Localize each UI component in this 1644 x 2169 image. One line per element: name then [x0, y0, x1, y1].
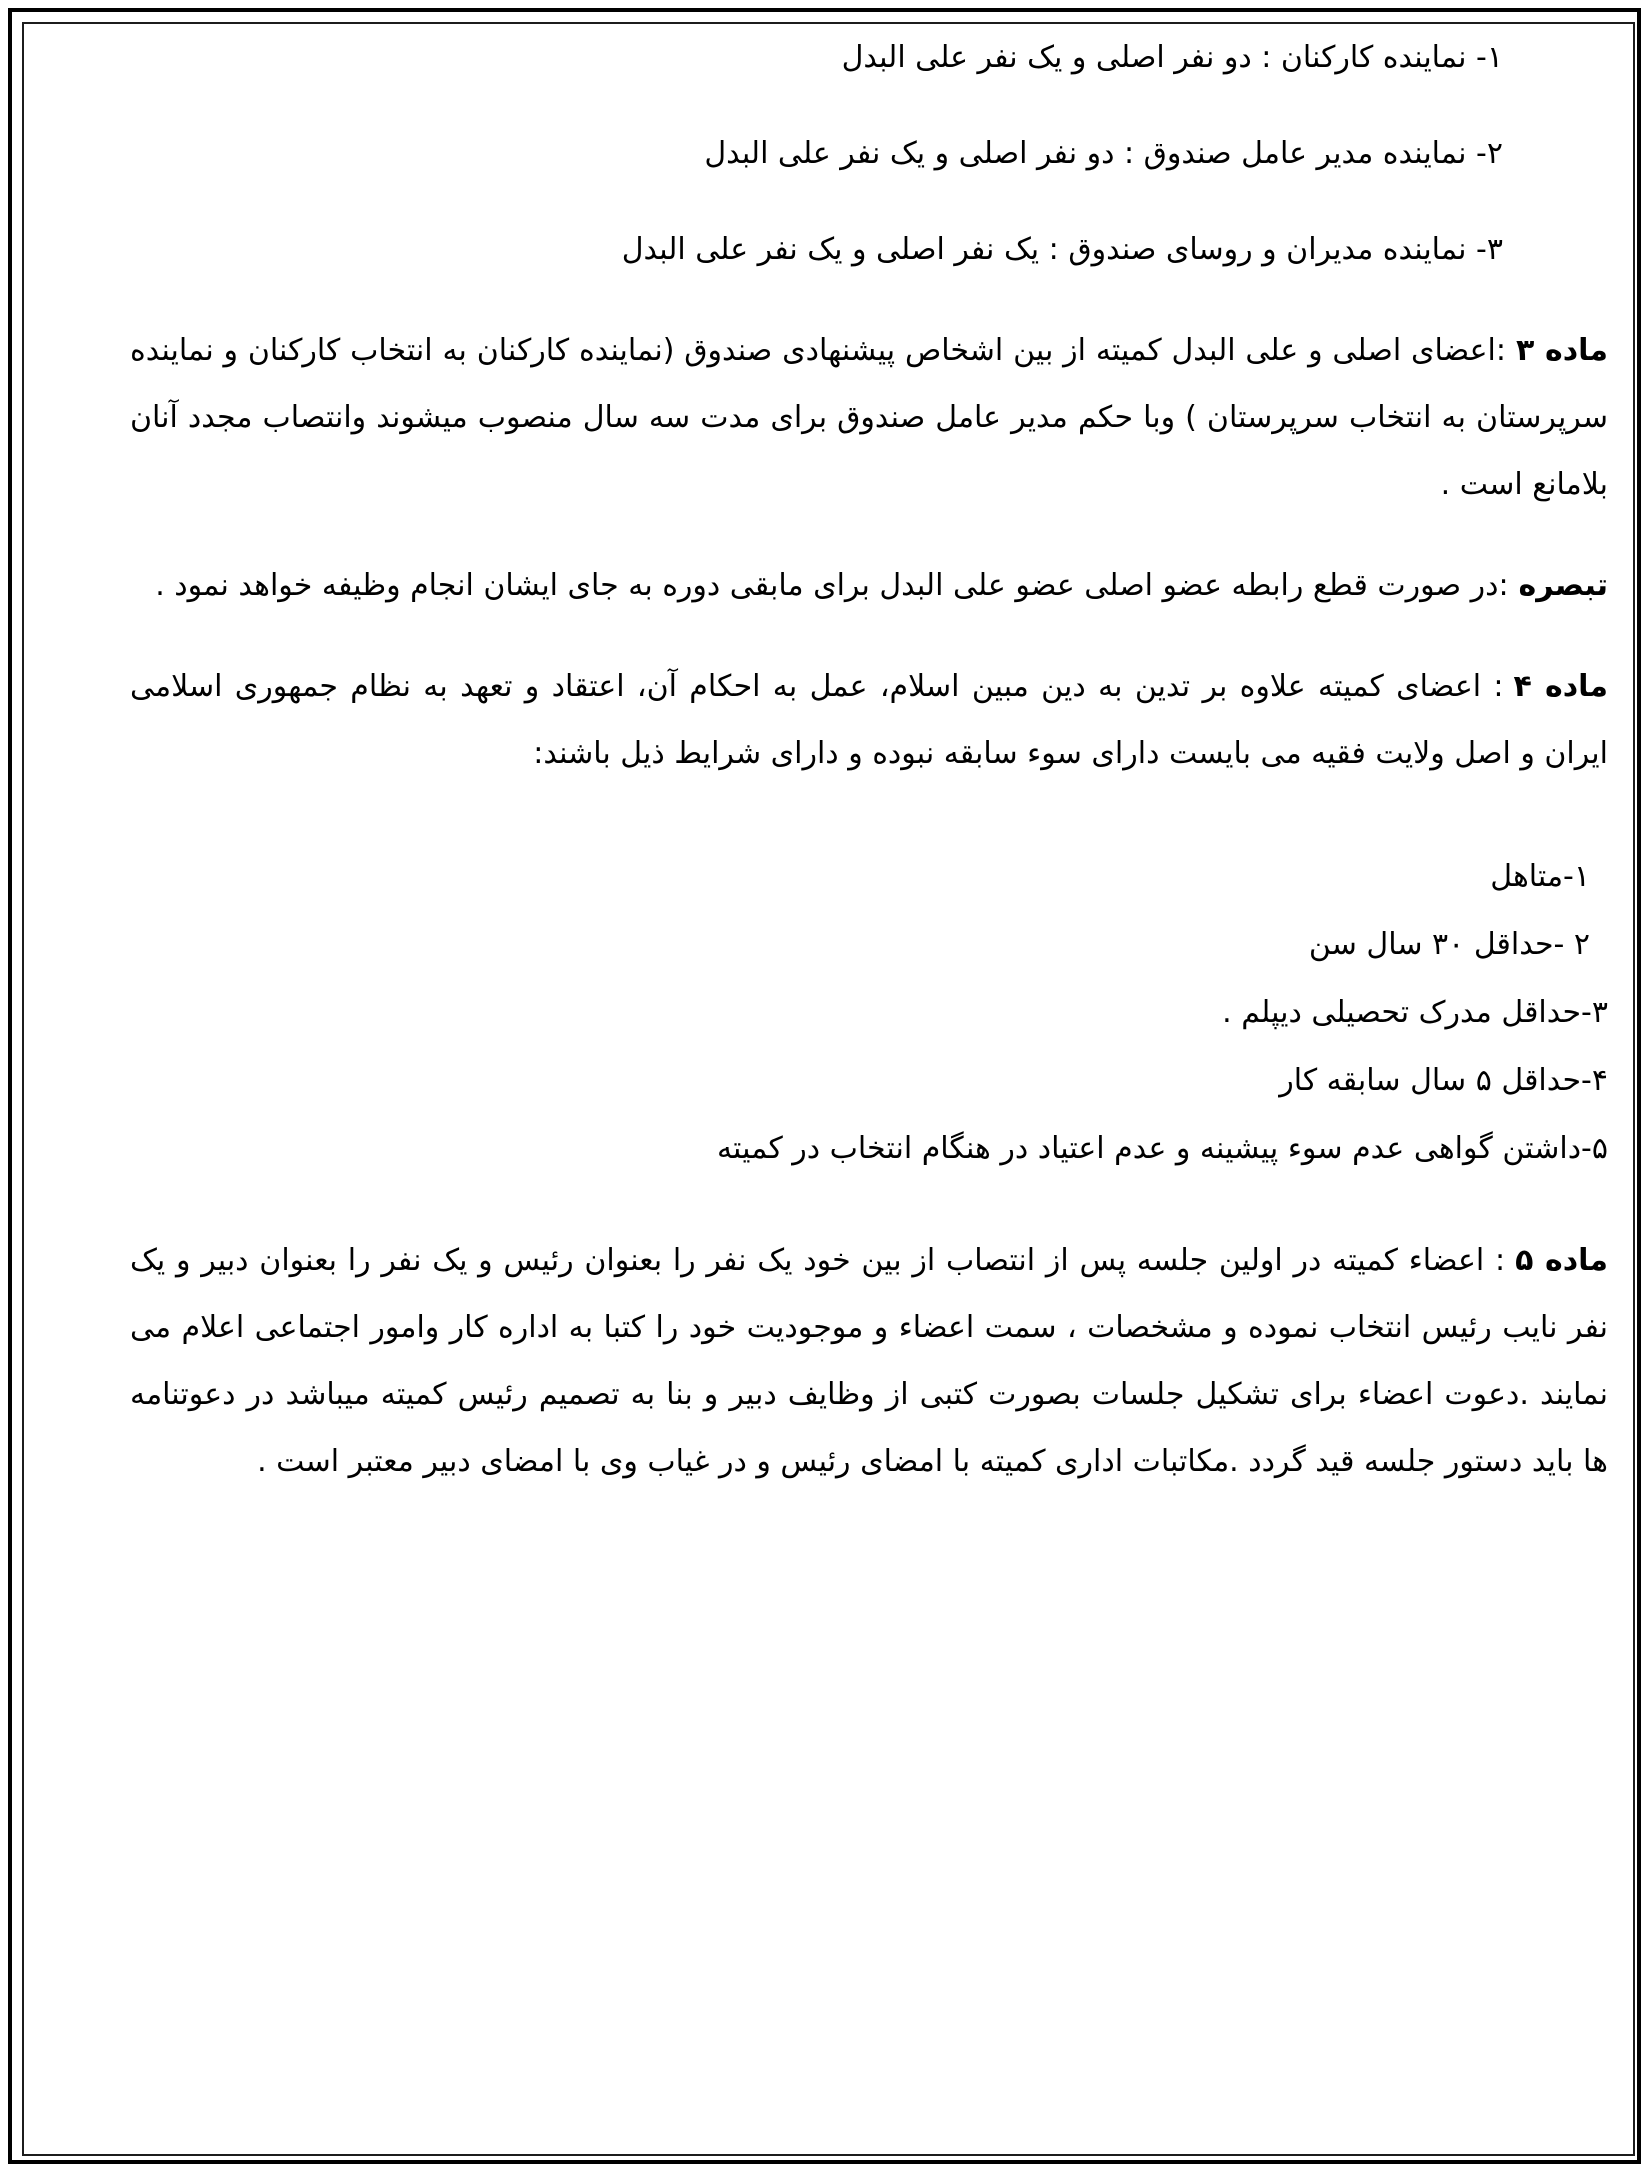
condition-item-5: ۵-داشتن گواهی عدم سوء پیشینه و عدم اعتیاد در هنگام انتخاب در کمیته	[716, 1131, 1608, 1166]
article-5-text: : اعضاء کمیته در اولین جلسه پس از انتصاب از بین خود یک نفر را بعنوان رئیس و یک نفر را بعنوان دبیر و یک نفر نایب رئیس انتخاب نموده و مشخصات ، سمت اعضاء و موجودیت خود را کتبا به اداره کار وامور اجتماعی اعلام می نمایند .دعوت اعضاء برای تشکیل جلسات بصورت کتبی از وظایف دبیر و بنا به تصمیم رئیس کمیته میباشد در دعوتنامه ها باید دستور جلسه قید گردد .مکاتبات اداری کمیته با امضای رئیس و در غیاب وی با امضای دبیر معتبر است .	[130, 1243, 1608, 1479]
article-4-paragraph	[130, 653, 1608, 787]
article-3-paragraph	[130, 317, 1608, 518]
article-5-paragraph	[130, 1227, 1608, 1495]
representative-item-3: ۳- نماینده مدیران و روسای صندوق : یک نفر اصلی و یک نفر علی البدل	[621, 232, 1503, 267]
condition-item-4: ۴-حداقل ۵ سال سابقه کار	[1279, 1063, 1608, 1098]
article-3-text: :اعضای اصلی و علی البدل کمیته از بین اشخاص پیشنهادی صندوق (نماینده کارکنان به انتخاب کارکنان و نماینده سرپرستان به انتخاب سرپرستان ) وبا حکم مدیر عامل صندوق برای مدت سه سال منصوب میشوند وانتصاب مجدد آنان بلامانع است .	[130, 333, 1608, 502]
article-3-label: ماده ۳	[1515, 333, 1608, 368]
article-4-text: : اعضای کمیته علاوه بر تدین به دین مبین اسلام، عمل به احکام آن، اعتقاد و تعهد به نظام جمهوری اسلامی ایران و اصل ولایت فقیه می بایست دارای سوء سابقه نبوده و دارای شرایط ذیل باشند:	[130, 669, 1608, 771]
document-content	[130, 24, 1608, 1529]
article-5-label: ماده ۵	[1515, 1243, 1609, 1278]
representative-item-2: ۲- نماینده مدیر عامل صندوق : دو نفر اصلی و یک نفر علی البدل	[704, 136, 1503, 171]
representative-item-1: ۱- نماینده کارکنان : دو نفر اصلی و یک نفر علی البدل	[841, 40, 1503, 75]
condition-item-3: ۳-حداقل مدرک تحصیلی دیپلم .	[1222, 995, 1608, 1030]
note-text: :در صورت قطع رابطه عضو اصلی عضو علی البدل برای مابقی دوره به جای ایشان انجام وظیفه خواهد نمود .	[155, 568, 1509, 603]
condition-item-2: ۲ -حداقل ۳۰ سال سن	[1308, 927, 1590, 962]
condition-item-1: ۱-متاهل	[1490, 859, 1590, 894]
article-4-label: ماده ۴	[1513, 669, 1608, 704]
note-label: تبصره	[1518, 568, 1608, 603]
note-paragraph	[130, 552, 1608, 619]
conditions-list	[130, 843, 1608, 1183]
